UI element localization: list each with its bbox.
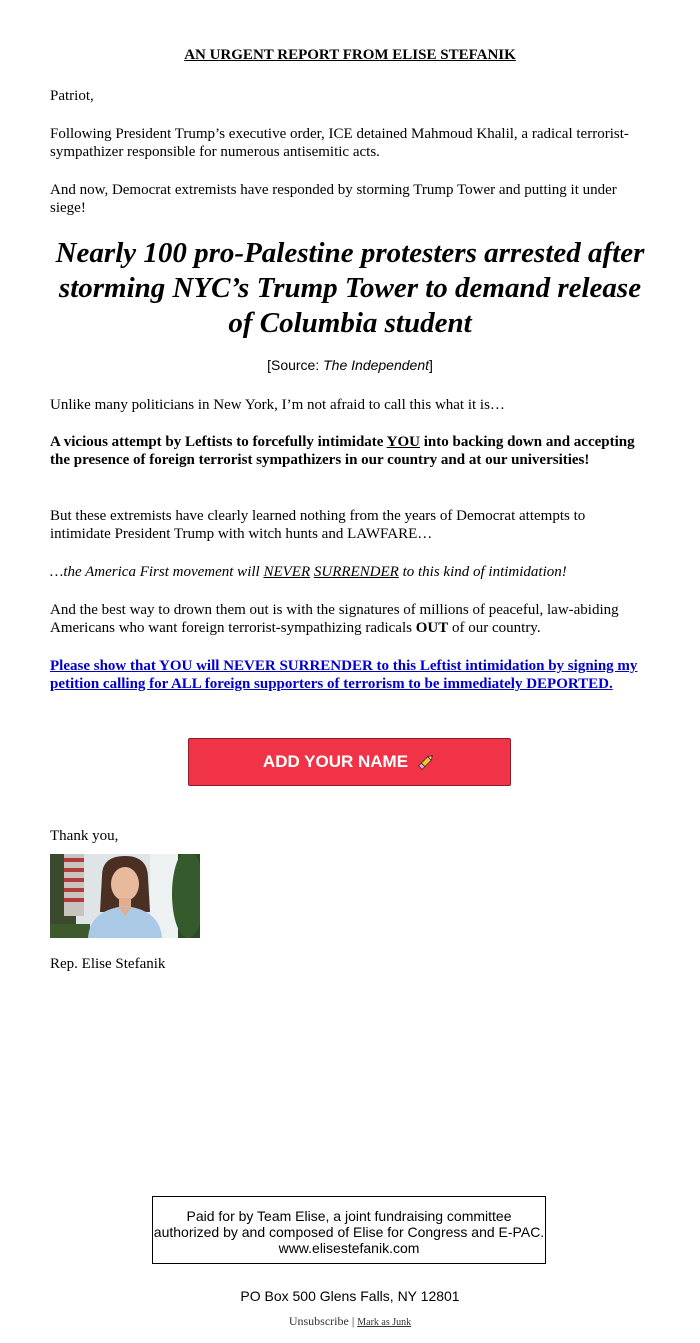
mailing-address: PO Box 500 Glens Falls, NY 12801 bbox=[240, 1288, 460, 1304]
paragraph-trump-tower: And now, Democrat extremists have responded by storming Trump Tower and putting it under siege! bbox=[50, 182, 617, 216]
paragraph-khalil: Following President Trump’s executive order, ICE detained Mahmoud Khalil, a radical terrorist-sympathizer responsible for numerous antisemitic acts. bbox=[50, 126, 629, 160]
paragraph-politicians: Unlike many politicians in New York, I’m not afraid to call this what it is… bbox=[50, 397, 505, 413]
news-source: [Source: The Independent] bbox=[267, 357, 433, 373]
news-headline: Nearly 100 pro-Palestine protesters arrested after storming NYC’s Trump Tower to demand release of Columbia student bbox=[55, 237, 645, 339]
paid-for-disclaimer: Paid for by Team Elise, a joint fundraising committee authorized by and composed of Elise for Congress and E-PAC. www.elisestefanik.com bbox=[152, 1196, 546, 1264]
paragraph-never-surrender: …the America First movement will NEVER SURRENDER to this kind of intimidation! bbox=[50, 564, 567, 580]
greeting: Patriot, bbox=[50, 88, 94, 104]
paragraph-vicious-attempt: A vicious attempt by Leftists to forcefully intimidate YOU into backing down and accepting the presence of foreign terrorist sympathizers in our country and at our universities! bbox=[50, 434, 635, 468]
paragraph-extremists: But these extremists have clearly learned nothing from the years of Democrat attempts to intimidate President Trump with witch hunts and LAWFARE… bbox=[50, 508, 586, 542]
emphasis-never: NEVER bbox=[263, 564, 311, 580]
add-your-name-button[interactable] bbox=[188, 738, 511, 786]
cta-paragraph bbox=[50, 657, 640, 693]
unsubscribe-bar bbox=[0, 1314, 700, 1329]
emphasis-you: YOU bbox=[386, 434, 420, 450]
source-name: The Independent bbox=[323, 357, 429, 373]
emphasis-surrender: SURRENDER bbox=[313, 564, 399, 580]
signature-name: Rep. Elise Stefanik bbox=[50, 956, 166, 972]
mark-as-junk-link[interactable]: Mark as Junk bbox=[357, 1317, 412, 1328]
unsubscribe-link[interactable]: Unsubscribe bbox=[288, 1314, 349, 1328]
petition-link[interactable]: Please show that YOU will NEVER SURRENDER to this Leftist intimidation by signing my petition calling for ALL foreign supporters of terrorism to be immediately DEPORTED. bbox=[50, 658, 638, 692]
separator: | bbox=[348, 1314, 358, 1328]
emphasis-out: OUT bbox=[415, 620, 449, 636]
paragraph-signatures: And the best way to drown them out is with the signatures of millions of peaceful, law-abiding Americans who want foreign terrorist-sympathizing radicals OUT of our country. bbox=[50, 602, 619, 636]
signoff: Thank you, bbox=[50, 828, 119, 844]
portrait-photo bbox=[50, 854, 200, 938]
add-your-name-label: ADD YOUR NAME bbox=[262, 752, 409, 771]
email-title: AN URGENT REPORT FROM ELISE STEFANIK bbox=[184, 47, 516, 63]
pencil-icon bbox=[416, 752, 436, 772]
